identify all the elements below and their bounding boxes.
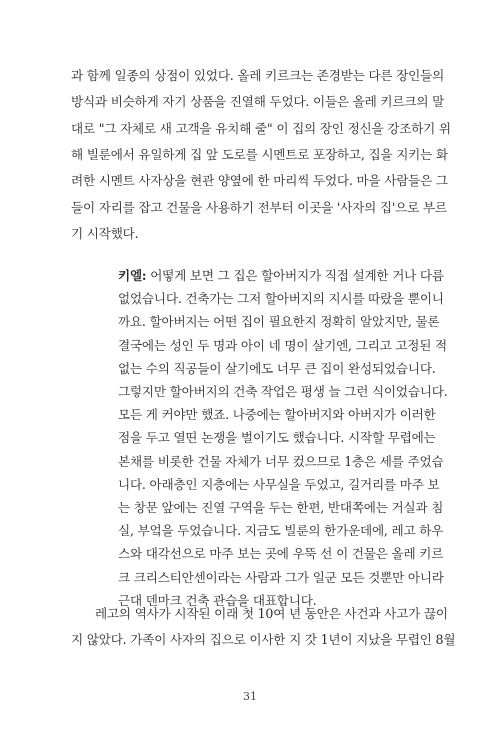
- quote-line: 없는 수의 직공들이 살기에도 너무 큰 집이 완성되었습니다.: [118, 360, 436, 376]
- quote-line: 는 창문 앞에는 진열 구역을 두는 한편, 반대쪽에는 거실과 침: [118, 500, 444, 515]
- text-line: 려한 시멘트 사자상을 현관 양옆에 한 마리씩 두었다. 마을 사람들은 그: [71, 173, 448, 189]
- text-line: 기 시작했다.: [71, 225, 139, 241]
- quote-line: 본채를 비롯한 건물 자체가 너무 컸으므로 1층은 세를 주었습: [118, 453, 444, 469]
- quote-line: 까요. 할아버지는 어떤 집이 필요한지 정확히 알았지만, 물론: [118, 314, 440, 330]
- text-line: 지 않았다. 가족이 사자의 집으로 이사한 지 갓 1년이 지났을 무렵인 8월: [71, 632, 456, 647]
- quote-line: 스와 대각선으로 마주 보는 곳에 우뚝 선 이 건물은 올레 키르: [118, 546, 444, 562]
- quote-line: 점을 두고 열띤 논쟁을 벌이기도 했습니다. 시작할 무렵에는: [118, 430, 436, 446]
- page-number: 31: [243, 690, 257, 703]
- text-line: 대로 "그 자체로 새 고객을 유치해 줄" 이 집의 장인 정신을 강조하기 위: [71, 120, 451, 136]
- quote-line: 실, 부엌을 두었습니다. 지금도 빌룬의 한가운데에, 레고 하우: [118, 523, 444, 539]
- quote-line: 근대 덴마크 건축 관습을 대표합니다.: [118, 592, 317, 608]
- quote-line: 없었습니다. 건축가는 그저 할아버지의 지시를 따랐을 뿐이니: [118, 291, 444, 307]
- text-line: 들이 자리를 잡고 건물을 사용하기 전부터 이곳을 '사자의 집'으로 부르: [71, 199, 447, 215]
- quote-text: 어떻게 보면 그 집은 할아버지가 직접 설계한 거나 다름: [146, 268, 444, 283]
- text-line: 레고의 역사가 시작된 이래 첫 10여 년 동안은 사건과 사고가 끊이: [95, 606, 448, 621]
- quote-line: 그렇지만 할아버지의 건축 작업은 평생 늘 그런 식이었습니다.: [118, 384, 448, 399]
- quote-line: 모든 게 커야만 했죠. 나중에는 할아버지와 아버지가 이러한: [118, 407, 436, 423]
- speaker-label: 키엘:: [118, 268, 147, 283]
- quote-line: 니다. 아래층인 지층에는 사무실을 두었고, 길거리를 마주 보: [118, 476, 440, 492]
- text-line: 과 함께 일종의 상점이 있었다. 올레 키르크는 존경받는 다른 장인들의: [71, 68, 445, 83]
- quote-line: 결국에는 성인 두 명과 아이 네 명이 살기엔, 그리고 고정된 적: [118, 337, 448, 353]
- text-line: 방식과 비슷하게 자기 상품을 진열해 두었다. 이들은 올레 키르크의 말: [71, 94, 445, 110]
- quote-line: 크 크리스티안센이라는 사람과 그가 일군 모든 것뿐만 아니라: [118, 569, 444, 585]
- text-line: 해 빌룬에서 유일하게 집 앞 도로를 시멘트로 포장하고, 집을 지키는 화: [71, 146, 448, 162]
